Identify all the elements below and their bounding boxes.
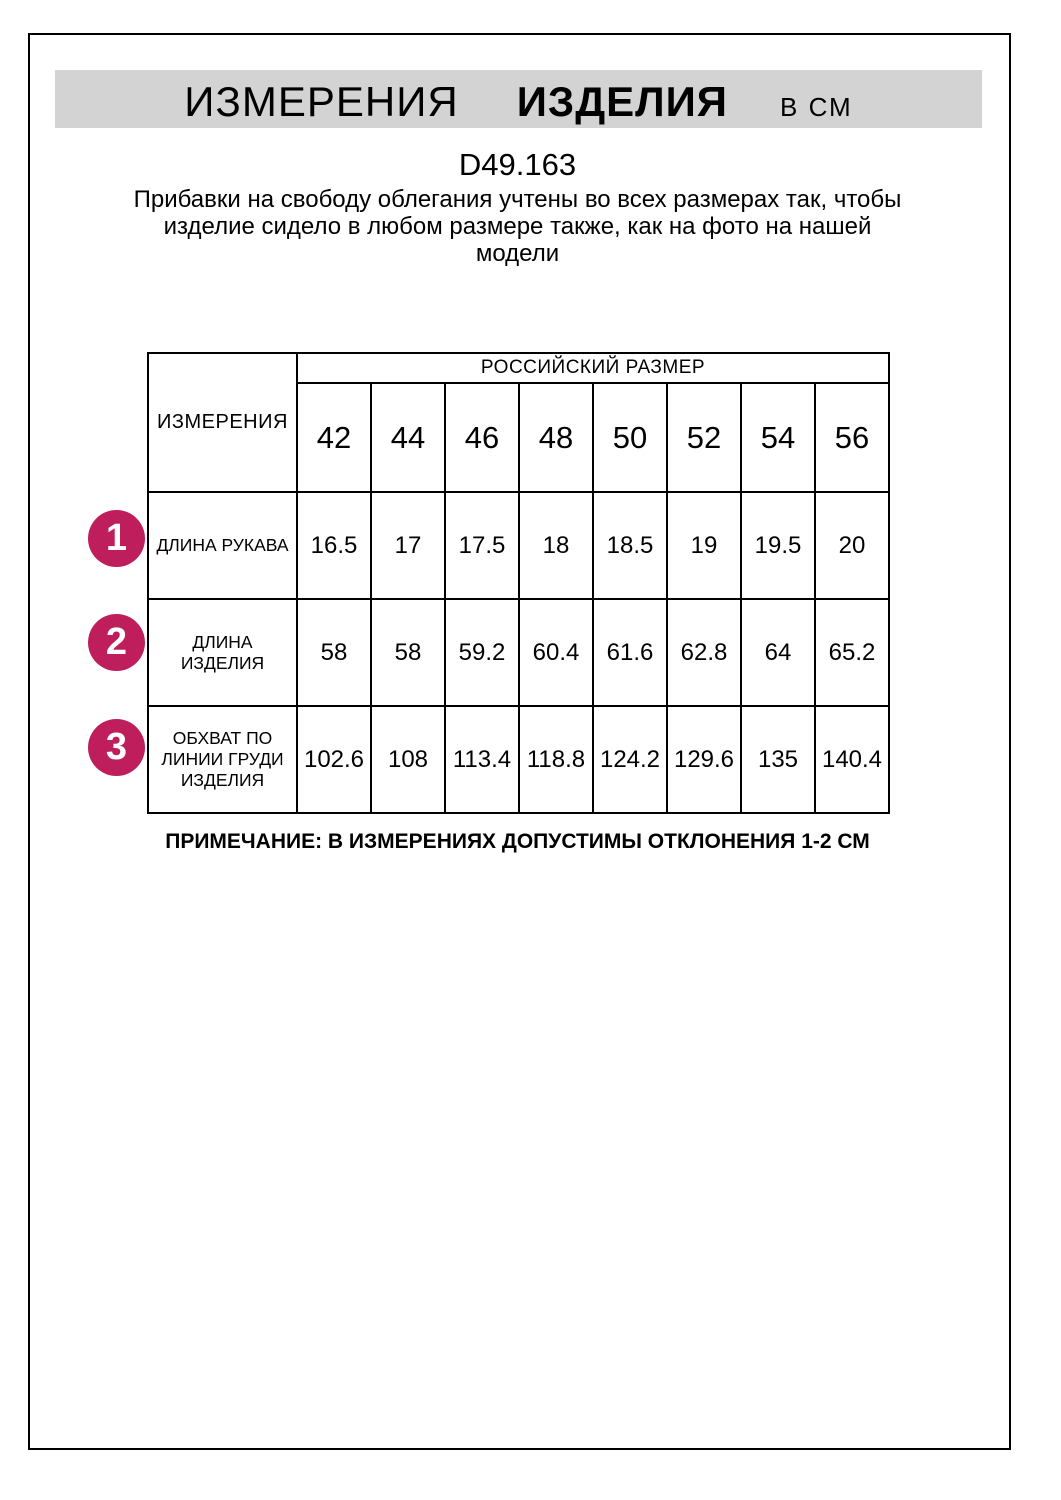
size-header-46: 46 <box>445 383 519 492</box>
value-cell: 65.2 <box>815 599 889 706</box>
fit-description-line-2: изделие сидело в любом размере также, как на фото на нашей <box>163 213 872 240</box>
title-bar <box>55 70 982 128</box>
fit-description-line-1: Прибавки на свободу облегания учтены во всех размерах так, чтобы <box>133 186 902 213</box>
value-cell: 118.8 <box>519 706 593 813</box>
value-cell: 62.8 <box>667 599 741 706</box>
value-cell: 17.5 <box>445 492 519 599</box>
value-cell: 124.2 <box>593 706 667 813</box>
value-cell: 135 <box>741 706 815 813</box>
table-row-garment-length <box>148 599 889 706</box>
row-number-badge-3: 3 <box>88 719 145 776</box>
table-row-chest-girth <box>148 706 889 813</box>
size-header-50: 50 <box>593 383 667 492</box>
table-row-sleeve-length <box>148 492 889 599</box>
value-cell: 61.6 <box>593 599 667 706</box>
size-header-56: 56 <box>815 383 889 492</box>
value-cell: 19.5 <box>741 492 815 599</box>
value-cell: 58 <box>371 599 445 706</box>
size-header-52: 52 <box>667 383 741 492</box>
value-cell: 102.6 <box>297 706 371 813</box>
value-cell: 140.4 <box>815 706 889 813</box>
value-cell: 18.5 <box>593 492 667 599</box>
value-cell: 20 <box>815 492 889 599</box>
fit-description <box>0 186 1035 267</box>
row-label-sleeve-length: ДЛИНА РУКАВА <box>148 492 297 599</box>
row-number-badge-2: 2 <box>88 614 145 671</box>
product-code: D49.163 <box>458 147 577 182</box>
value-cell: 19 <box>667 492 741 599</box>
tolerance-note: ПРИМЕЧАНИЕ: В ИЗМЕРЕНИЯХ ДОПУСТИМЫ ОТКЛОНЕНИЯ 1-2 СМ <box>165 830 870 853</box>
fit-description-line-3: модели <box>475 240 560 267</box>
size-header-48: 48 <box>519 383 593 492</box>
title-unit-cm: В СМ <box>780 92 853 122</box>
row-label-garment-length: ДЛИНА ИЗДЕЛИЯ <box>148 599 297 706</box>
page-title <box>184 78 852 126</box>
size-header-42: 42 <box>297 383 371 492</box>
value-cell: 64 <box>741 599 815 706</box>
size-header-54: 54 <box>741 383 815 492</box>
value-cell: 60.4 <box>519 599 593 706</box>
row-label-chest-girth: ОБХВАТ ПО ЛИНИИ ГРУДИ ИЗДЕЛИЯ <box>148 706 297 813</box>
size-header-44: 44 <box>371 383 445 492</box>
title-word-measurements: ИЗМЕРЕНИЯ <box>184 78 459 125</box>
value-cell: 58 <box>297 599 371 706</box>
value-cell: 16.5 <box>297 492 371 599</box>
value-cell: 129.6 <box>667 706 741 813</box>
table-row-group-header <box>148 353 889 383</box>
size-table <box>147 352 890 814</box>
corner-header-cell: ИЗМЕРЕНИЯ <box>148 353 297 492</box>
value-cell: 18 <box>519 492 593 599</box>
row-number-badge-1: 1 <box>88 510 145 567</box>
value-cell: 113.4 <box>445 706 519 813</box>
value-cell: 17 <box>371 492 445 599</box>
title-word-product: ИЗДЕЛИЯ <box>516 78 728 125</box>
value-cell: 108 <box>371 706 445 813</box>
group-header-cell: РОССИЙСКИЙ РАЗМЕР <box>297 353 889 383</box>
value-cell: 59.2 <box>445 599 519 706</box>
